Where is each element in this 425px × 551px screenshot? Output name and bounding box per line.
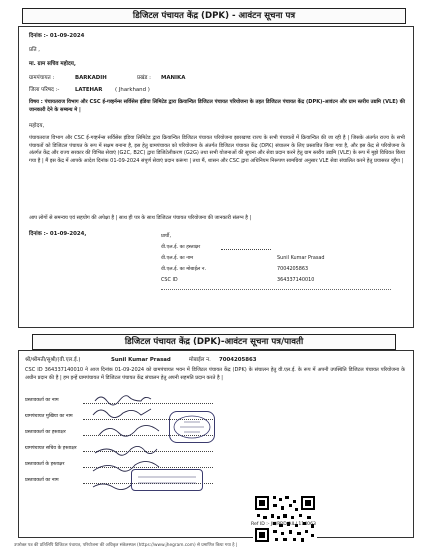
district-label: जिला परिषद :-: [29, 87, 60, 93]
ack-name-label: श्री/श्रीमती/सुश्री/(वी.एल.ई.): [25, 357, 81, 363]
vle-signature-table: [161, 231, 401, 286]
field-label: प्रस्तावकर्ता का हस्ताक्षर: [25, 430, 66, 435]
gram-panchayat-label: ग्रामपंचायत :: [29, 75, 55, 81]
letter-body: पंचायतराज विभाग और CSC ई-गव्हर्नन्स सर्विसेस इंडिया लिमिटेड द्वारा क्रियान्वित डिजिटल पंचायत परियोजना झारखण्ड राज्य के सभी पंचायतों में क्रियान्वित की जा रही है | जिसके अंतर्गत राज्य के सभी पंचायतों को डिजिटल पंचायत के रूप में सक्षम बनाना है, इस हेतु ग्रामपंचायत को परियोजना के अंतर्गत डिजिटल पंचायत केंद्र (DPK) संचालन के लिए प्रस्तावित किया गया है, और इस केंद्र से परियोजना के अंतर्गत केंद्र और राज्य सरकार की विभिन्न सेवाएं (G2C, B2C) द्वारा डिजिटेलीकरण (G2G) तथा सभी योजनाओं की सूचना और सेवा प्रदान करने हेतु ग्राम स्तरीय उद्यमि (VLE) के रूप में मुझे विधिवत किया गया है | मैं इस केंद्र में आपके आदेश दिनांक 01-09-2024 संपूर्ण सेवाएं प्रदान करूंगा | तथा मैं, शासन और CSC द्वारा अधिनियम निरूपण सामग्रियां अनुसार VLE सेवा संचालित करने हेतु प्रयासरत रहूँगा |: [29, 135, 405, 164]
ack-name-value: Sunil Kumar Prasad: [111, 357, 171, 363]
ack-box: [18, 350, 414, 538]
signature-line: [221, 249, 271, 250]
ack-mobile-label: मोबाईल न.: [189, 357, 211, 363]
district-value: LATEHAR: [75, 87, 103, 93]
gram-panchayat-stamp: [131, 469, 203, 491]
block-value: MANIKA: [161, 75, 186, 81]
ack-mobile-value: 7004205863: [219, 357, 257, 363]
vle-mobile: 7004205863: [277, 266, 309, 272]
block-label: प्रखंड :: [137, 75, 151, 81]
field-label: प्रस्तावकर्ता का नाम: [25, 398, 59, 403]
sign-date: दिनांक :- 01-09-2024,: [29, 231, 87, 237]
divider: [161, 289, 391, 290]
gram-panchayat-value: BARKADIH: [75, 75, 107, 81]
sign-row-signature: [161, 242, 401, 253]
ref-id: Ref ID :- JH/PRD/AIL/ 114063: [251, 522, 316, 527]
ack-title: डिजिटल पंचायत केंद्र (DPK)-आवंटन सूचना पत्र/पावती: [32, 334, 396, 350]
sign-row-mobile: [161, 264, 401, 275]
letter-title: डिजिटल पंचायत केंद्र (DPK) - आवंटन सूचना पत्र: [22, 8, 406, 24]
letter-body-box: [18, 26, 414, 328]
state-value: ( Jharkhand ): [115, 87, 150, 93]
sign-row-label: CSC ID: [161, 277, 178, 283]
sign-row-label: वी.एल.ई. का हस्ताक्षर: [161, 244, 201, 250]
field-label: ग्रामपंचायत मुखिया का नाम: [25, 414, 73, 419]
sign-row-name: [161, 253, 401, 264]
ack-statement: CSC ID 364337140010 ने आज दिनांक 01-09-2024 को ग्रामपंचायत भवन में डिजिटल पंचायत केंद्र (DPK) के संचालन हेतु वी.एल.ई. के रूप में अपनी उपस्थिति डिजिटल पंचायत परियोजना के अधीन प्रदान की है | हम इन्हें ग्रामपंचायत में डिजिटल पंचायत केंद्र संचालन हेतु अपनी सहमति प्रदान करते है |: [25, 367, 405, 381]
csc-id: 364337140010: [277, 277, 315, 283]
panchayat-stamp: [169, 411, 215, 443]
sign-row-csc: [161, 275, 401, 286]
stamp-icon: [132, 470, 202, 490]
prati-text: प्रति ,: [29, 47, 40, 53]
field-label: प्रस्तावकर्ता के हस्ताक्षर: [25, 462, 65, 467]
field-label: प्रस्तावकर्ता का नाम: [25, 478, 59, 483]
letter-date: दिनांक :- 01-09-2024: [29, 33, 85, 39]
addressee: मा. ग्राम सचिव महोदय,: [29, 61, 76, 67]
qr-code-icon: [253, 487, 317, 551]
document-page: [8, 4, 414, 548]
sign-row-applicant: [161, 231, 401, 242]
sign-row-label: वी.एल.ई. का नाम: [161, 255, 194, 261]
salutation: महोदय,: [29, 123, 45, 129]
sign-row-label: वी.एल.ई. का मोबाईल न.: [161, 266, 206, 272]
field-label: ग्रामपंचायत सचिव के हस्ताक्षर: [25, 446, 77, 451]
vle-name: Sunil Kumar Prasad: [277, 255, 325, 261]
letter-closing: आप लोगों से समन्वय एवं सहयोग की अपेक्षा है | साथ ही पत्र के साथ डिजिटल पंचायत परियोजना की जानकारी संलग्न है |: [29, 215, 252, 221]
sign-row-label: प्रार्थी,: [161, 233, 171, 239]
letter-subject: विषय : पंचायतराज विभाग और CSC ई-गव्हर्नन्स सर्विसेस इंडिया लिमिटेड द्वारा क्रियान्वित डिजिटल पंचायत परियोजना के तहत डिजिटल पंचायत केंद्र (DPK)-आवंटन और ग्राम स्तरीय उद्यमि (VLE) की जानकारी देने के सम्बन्ध मे |: [29, 99, 405, 113]
footer-note: उपरोक्त पत्र की प्रतिलिपि डिजिटल पंचायत, परियोजना की अधिकृत संकेतस्थल (https://www.jhegram.com) से प्रमाणित किया गया है |: [14, 543, 238, 548]
stamp-icon: [170, 412, 214, 442]
